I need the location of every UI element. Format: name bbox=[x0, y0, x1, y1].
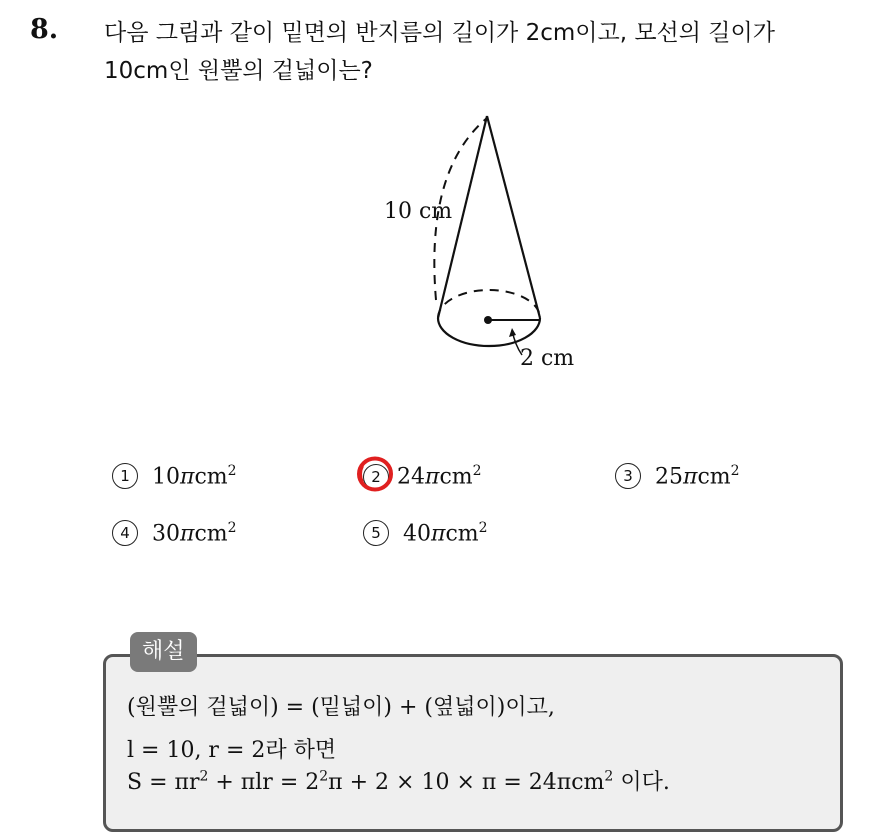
radius-arrowhead bbox=[509, 328, 516, 337]
radius-label: 2 cm bbox=[520, 346, 575, 371]
choice-5-number: 5 bbox=[363, 520, 389, 546]
choice-4[interactable] bbox=[112, 520, 237, 546]
slant-label: 10 cm bbox=[384, 199, 453, 224]
base-back-arc bbox=[438, 290, 540, 318]
choice-2-number-wrap bbox=[363, 463, 397, 490]
choice-2-value: 24πcm$^2$ bbox=[397, 463, 482, 490]
choice-5[interactable] bbox=[363, 520, 488, 546]
cone-right-side bbox=[487, 116, 540, 318]
choice-2-number: 2 bbox=[363, 464, 389, 490]
choice-5-value: 40πcm$^2$ bbox=[403, 520, 488, 547]
solution-line-3: $S = \pi r^2 + \pi lr = 2^2\pi + 2 \times 10 \times \pi = 24\pi cm^2$ 이다. bbox=[127, 768, 670, 795]
choice-1[interactable] bbox=[112, 463, 237, 489]
choice-3[interactable] bbox=[615, 463, 740, 489]
question-text bbox=[104, 14, 874, 90]
choice-2[interactable] bbox=[363, 463, 482, 490]
question-number: 8. bbox=[30, 14, 59, 45]
solution-line-1: (원뿔의 겉넓이) = (밑넓이) + (옆넓이)이고, bbox=[127, 695, 555, 720]
solution-line-2: l = 10, r = 2라 하면 bbox=[127, 738, 337, 763]
solution-tag: 해설 bbox=[130, 632, 197, 672]
question-line-2: 10cm인 원뿔의 겉넓이는? bbox=[104, 58, 373, 84]
choice-3-value: 25πcm$^2$ bbox=[655, 463, 740, 490]
choice-4-number: 4 bbox=[112, 520, 138, 546]
choice-1-number: 1 bbox=[112, 463, 138, 489]
choice-4-value: 30πcm$^2$ bbox=[152, 520, 237, 547]
cone-figure bbox=[360, 100, 620, 390]
choice-3-number: 3 bbox=[615, 463, 641, 489]
choice-1-value: 10πcm$^2$ bbox=[152, 463, 237, 490]
question-line-1: 다음 그림과 같이 밑면의 반지름의 길이가 2cm이고, 모선의 길이가 bbox=[104, 20, 775, 46]
